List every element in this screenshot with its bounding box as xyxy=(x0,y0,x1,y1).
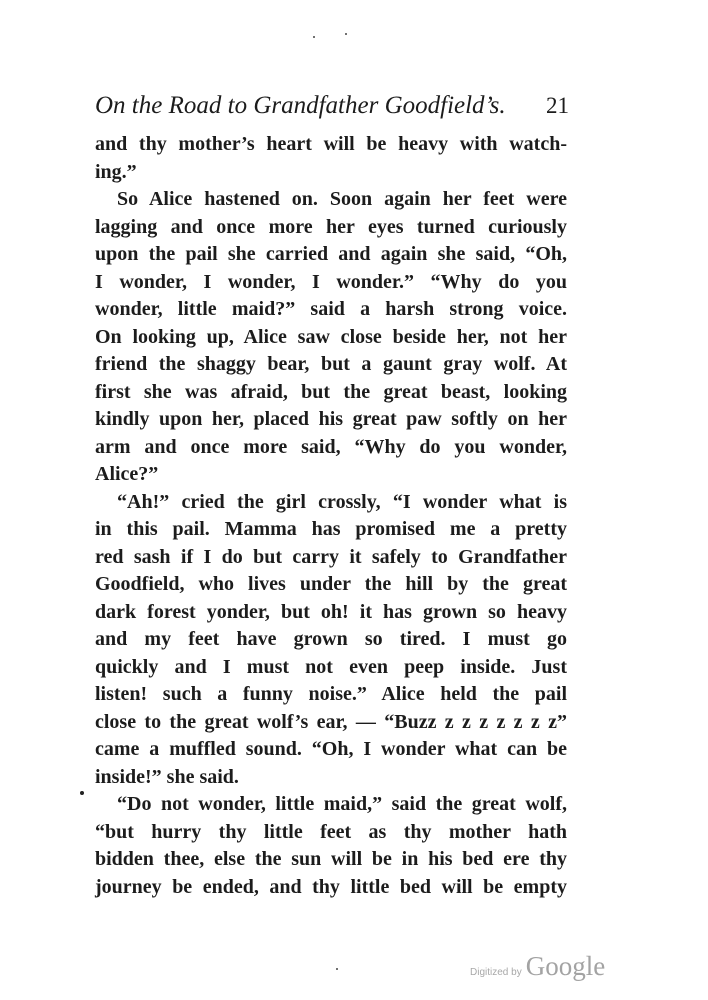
text-line: wonder, little maid?” said a harsh strong voice. xyxy=(95,298,567,320)
text-line: came a muffled sound. “Oh, I wonder what can be xyxy=(95,738,567,760)
text-line: “but hurry thy little feet as thy mother hath xyxy=(95,820,567,843)
text-line: On looking up, Alice saw close beside her, not her xyxy=(95,325,567,348)
page-number: 21 xyxy=(546,93,569,118)
text-line: I wonder, I wonder, I wonder.” “Why do you xyxy=(95,270,567,293)
text-line: Alice?” xyxy=(95,463,159,485)
text-line: Goodfield, who lives under the hill by the great xyxy=(95,573,567,595)
text-line: bidden thee, else the sun will be in his bed ere thy xyxy=(95,848,567,870)
text-line: journey be ended, and thy little bed will be empty xyxy=(95,875,567,898)
text-line: and thy mother’s heart will be heavy with watch- xyxy=(95,133,567,155)
text-line: arm and once more said, “Why do you wonder, xyxy=(95,435,567,458)
watermark-prefix: Digitized by xyxy=(470,967,522,978)
scan-speck xyxy=(80,791,84,795)
text-line: listen! such a funny noise.” Alice held the pail xyxy=(95,683,567,705)
scan-speck xyxy=(345,33,347,35)
text-line: dark forest yonder, but oh! it has grown so heavy xyxy=(95,600,567,623)
text-line: inside!” she said. xyxy=(95,765,239,788)
text-line: and my feet have grown so tired. I must go xyxy=(95,628,567,650)
digitized-watermark xyxy=(470,951,605,983)
text-line: first she was afraid, but the great beast, looking xyxy=(95,380,567,403)
text-line: upon the pail she carried and again she said, “Oh, xyxy=(95,243,567,265)
text-line: close to the great wolf’s ear, — “Buzz z z z z z z z” xyxy=(95,710,567,733)
text-line: ing.” xyxy=(95,160,137,183)
scan-speck xyxy=(336,968,338,970)
text-line: “Do not wonder, little maid,” said the great wolf, xyxy=(117,793,567,815)
running-title: On the Road to Grandfather Goodfield’s. xyxy=(95,92,506,119)
body-text xyxy=(95,131,567,901)
text-line: friend the shaggy bear, but a gaunt gray wolf. At xyxy=(95,353,567,375)
text-line: in this pail. Mamma has promised me a pretty xyxy=(95,518,567,540)
scan-speck xyxy=(313,36,315,38)
text-line: lagging and once more her eyes turned curiously xyxy=(95,215,567,238)
running-header xyxy=(95,86,575,126)
text-line: “Ah!” cried the girl crossly, “I wonder what is xyxy=(117,490,567,513)
text-line: red sash if I do but carry it safely to Grandfather xyxy=(95,545,567,568)
google-logo: Google xyxy=(525,951,606,981)
text-line: So Alice hastened on. Soon again her feet were xyxy=(117,188,567,210)
text-line: kindly upon her, placed his great paw softly on her xyxy=(95,408,567,430)
text-line: quickly and I must not even peep inside. Just xyxy=(95,655,567,678)
